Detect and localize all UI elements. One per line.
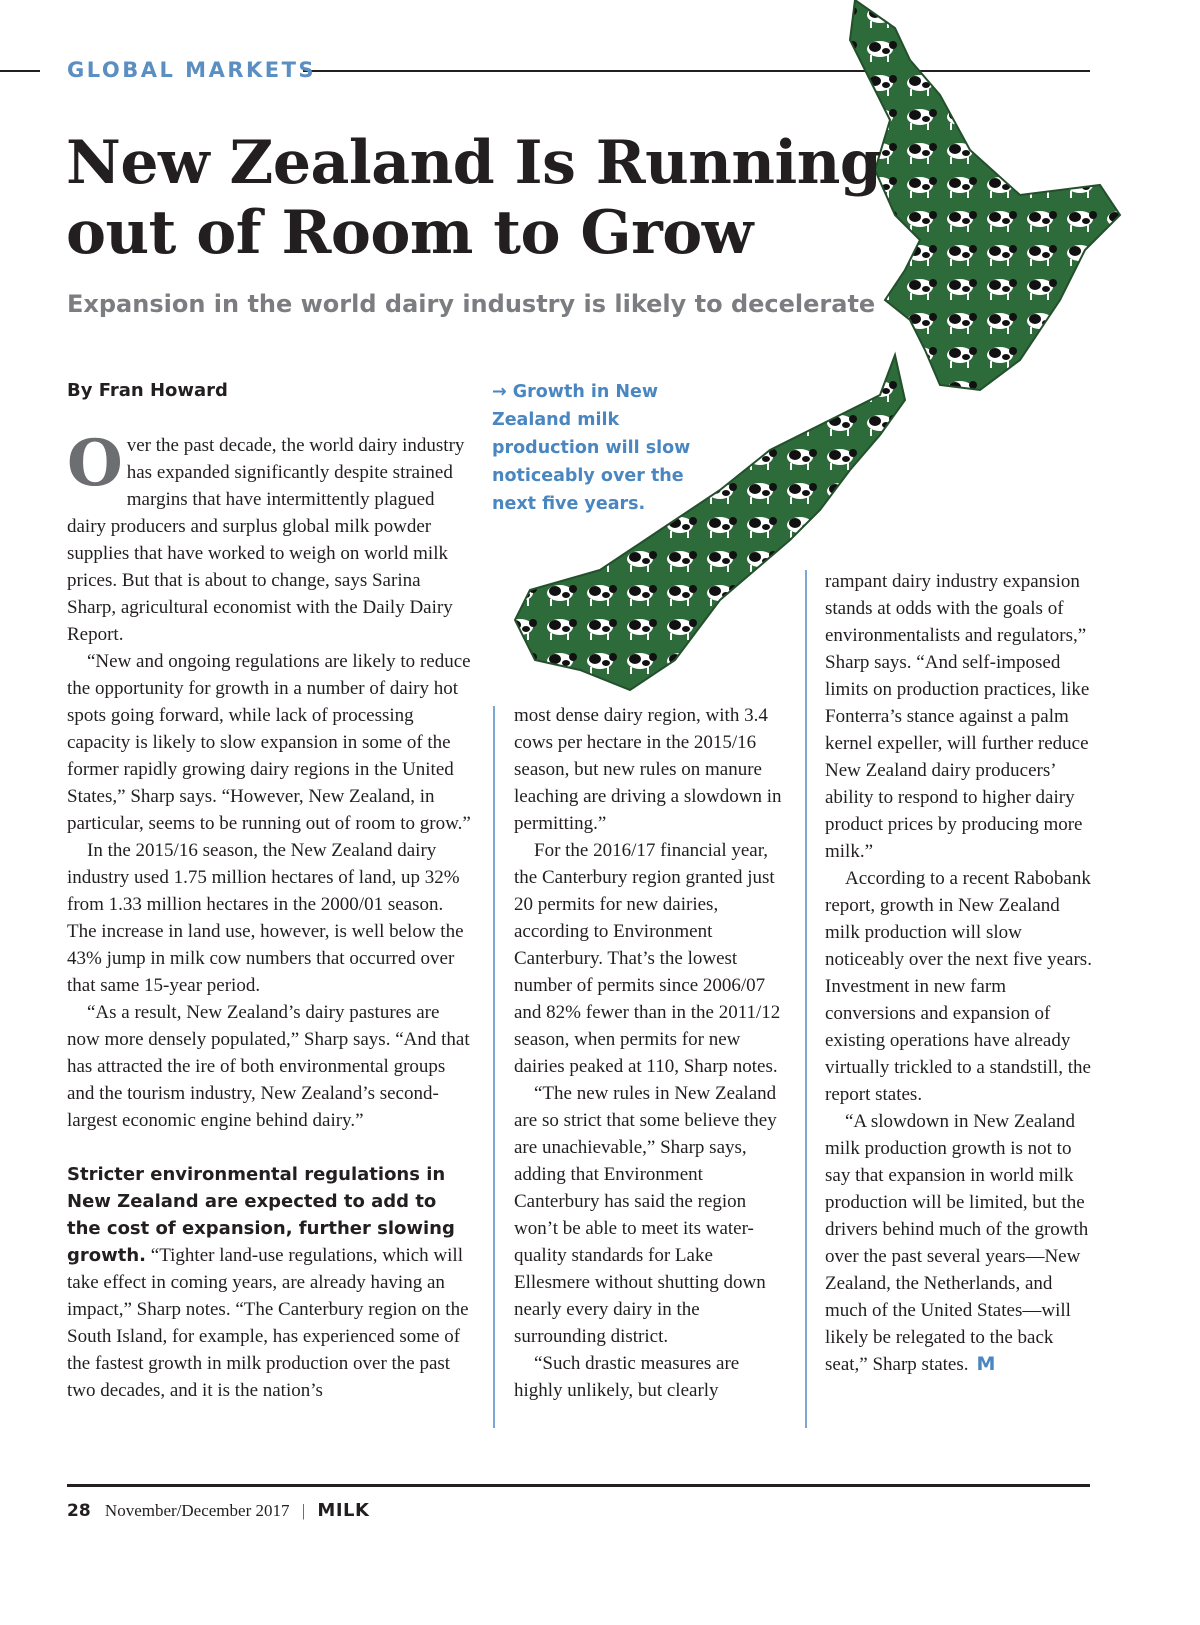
paragraph: Stricter environmental regulations in New Zealand are expected to add to the cost of expansion, further slowing growth. “Tighter land-use regulations, which will take effect in coming years, are already having an impact,” Sharp notes. “The Canterbury region on the South Island, for example, has experienced some of the fastest growth in milk production over the past two decades, and it is the nation’s bbox=[67, 1164, 469, 1401]
deck: Expansion in the world dairy industry is likely to decelerate bbox=[67, 290, 876, 318]
section-label: GLOBAL MARKETS bbox=[67, 58, 317, 82]
paragraph: “New and ongoing regulations are likely to reduce the opportunity for growth in a number of dairy hot spots going forward, while lack of processing capacity is likely to slow expansion in some of the former rapidly growing dairy regions in the United States,” Sharp says. “However, New Zealand, in particular, seems to be running out of room to grow.” bbox=[67, 651, 471, 834]
caption-text: Growth in New Zealand milk production will slow noticeably over the next five years. bbox=[492, 382, 691, 514]
paragraph: According to a recent Rabobank report, growth in New Zealand milk production will slow noticeably over the next five years. Investment in new farm conversions and expansion of existing operations have already virtually trickled to a standstill, the report states. bbox=[825, 868, 1092, 1105]
end-mark: M bbox=[976, 1353, 996, 1375]
paragraph: In the 2015/16 season, the New Zealand dairy industry used 1.75 million hectares of land, up 32% from 1.33 million hectares in the 2000/01 season. The increase in land use, however, is well below the 43% jump in milk cow numbers that occurred over that same 15-year period. bbox=[67, 840, 464, 996]
column-divider-2 bbox=[805, 570, 807, 1428]
byline: By Fran Howard bbox=[67, 380, 228, 401]
column-3 bbox=[825, 568, 1093, 1378]
arrow-right-icon: → bbox=[492, 382, 507, 402]
paragraph: rampant dairy industry expansion stands at odds with the goals of environmentalists and regulators,” Sharp says. “And self-imposed limits on production practices, like Fonterra’s stance against a palm kernel expeller, will further reduce New Zealand dairy producers’ ability to respond to higher dairy product prices by producing more milk.” bbox=[825, 571, 1090, 862]
headline-line-1: New Zealand Is Running bbox=[66, 128, 882, 198]
paragraph: “The new rules in New Zealand are so strict that some believe they are unachievable,” Sharp says, adding that Environment Canterbury has said the region won’t be able to meet its water-quality standards for Lake Ellesmere without shutting down nearly every dairy in the surrounding district. bbox=[514, 1083, 777, 1347]
paragraph: “A slowdown in New Zealand milk production growth is not to say that expansion in world milk production will be limited, but the drivers behind much of the growth over the past several years—New Zealand, the Netherlands, and much of the United States—will likely be relegated to the back seat,” Sharp states. M bbox=[825, 1111, 1089, 1375]
subhead-lead: Stricter environmental regulations in New Zealand are expected to add to the cost of expansion, further slowing growth. bbox=[67, 1164, 455, 1266]
paragraph: Over the past decade, the world dairy industry has expanded significantly despite strained margins that have intermittently plagued dairy producers and surplus global milk powder supplies that have worked to weigh on world milk prices. But that is about to change, says Sarina Sharp, agricultural economist with the Daily Dairy Report. bbox=[67, 426, 465, 645]
issue-date: November/December 2017 bbox=[104, 1501, 290, 1520]
drop-cap: O bbox=[67, 426, 123, 501]
image-caption bbox=[492, 378, 722, 518]
column-1 bbox=[67, 426, 473, 1404]
magazine-logo: MILK bbox=[317, 1500, 370, 1521]
column-2 bbox=[514, 702, 786, 1404]
headline bbox=[66, 128, 886, 268]
paragraph: “Such drastic measures are highly unlikely, but clearly bbox=[514, 1353, 740, 1401]
headline-line-2: out of Room to Grow bbox=[66, 198, 753, 268]
header-rule-left bbox=[0, 70, 40, 72]
paragraph: “As a result, New Zealand’s dairy pastures are now more densely populated,” Sharp says. “And that has attracted the ire of both environmental groups and the tourism industry, New Zealand’s second-largest economic engine behind dairy.” bbox=[67, 1002, 470, 1131]
paragraph: most dense dairy region, with 3.4 cows per hectare in the 2015/16 season, but new rules on manure leaching are driving a slowdown in permitting.” bbox=[514, 705, 782, 834]
footer-separator: | bbox=[301, 1501, 306, 1520]
north-island bbox=[850, 0, 1120, 390]
footer bbox=[67, 1500, 369, 1521]
paragraph: For the 2016/17 financial year, the Canterbury region granted just 20 permits for new dairies, according to Environment Canterbury. That’s the lowest number of permits since 2006/07 and 82% fewer than in the 2011/12 season, when permits for new dairies peaked at 110, Sharp notes. bbox=[514, 840, 781, 1077]
column-divider-1 bbox=[493, 706, 495, 1428]
footer-rule bbox=[67, 1484, 1090, 1487]
page-number: 28 bbox=[67, 1501, 91, 1521]
